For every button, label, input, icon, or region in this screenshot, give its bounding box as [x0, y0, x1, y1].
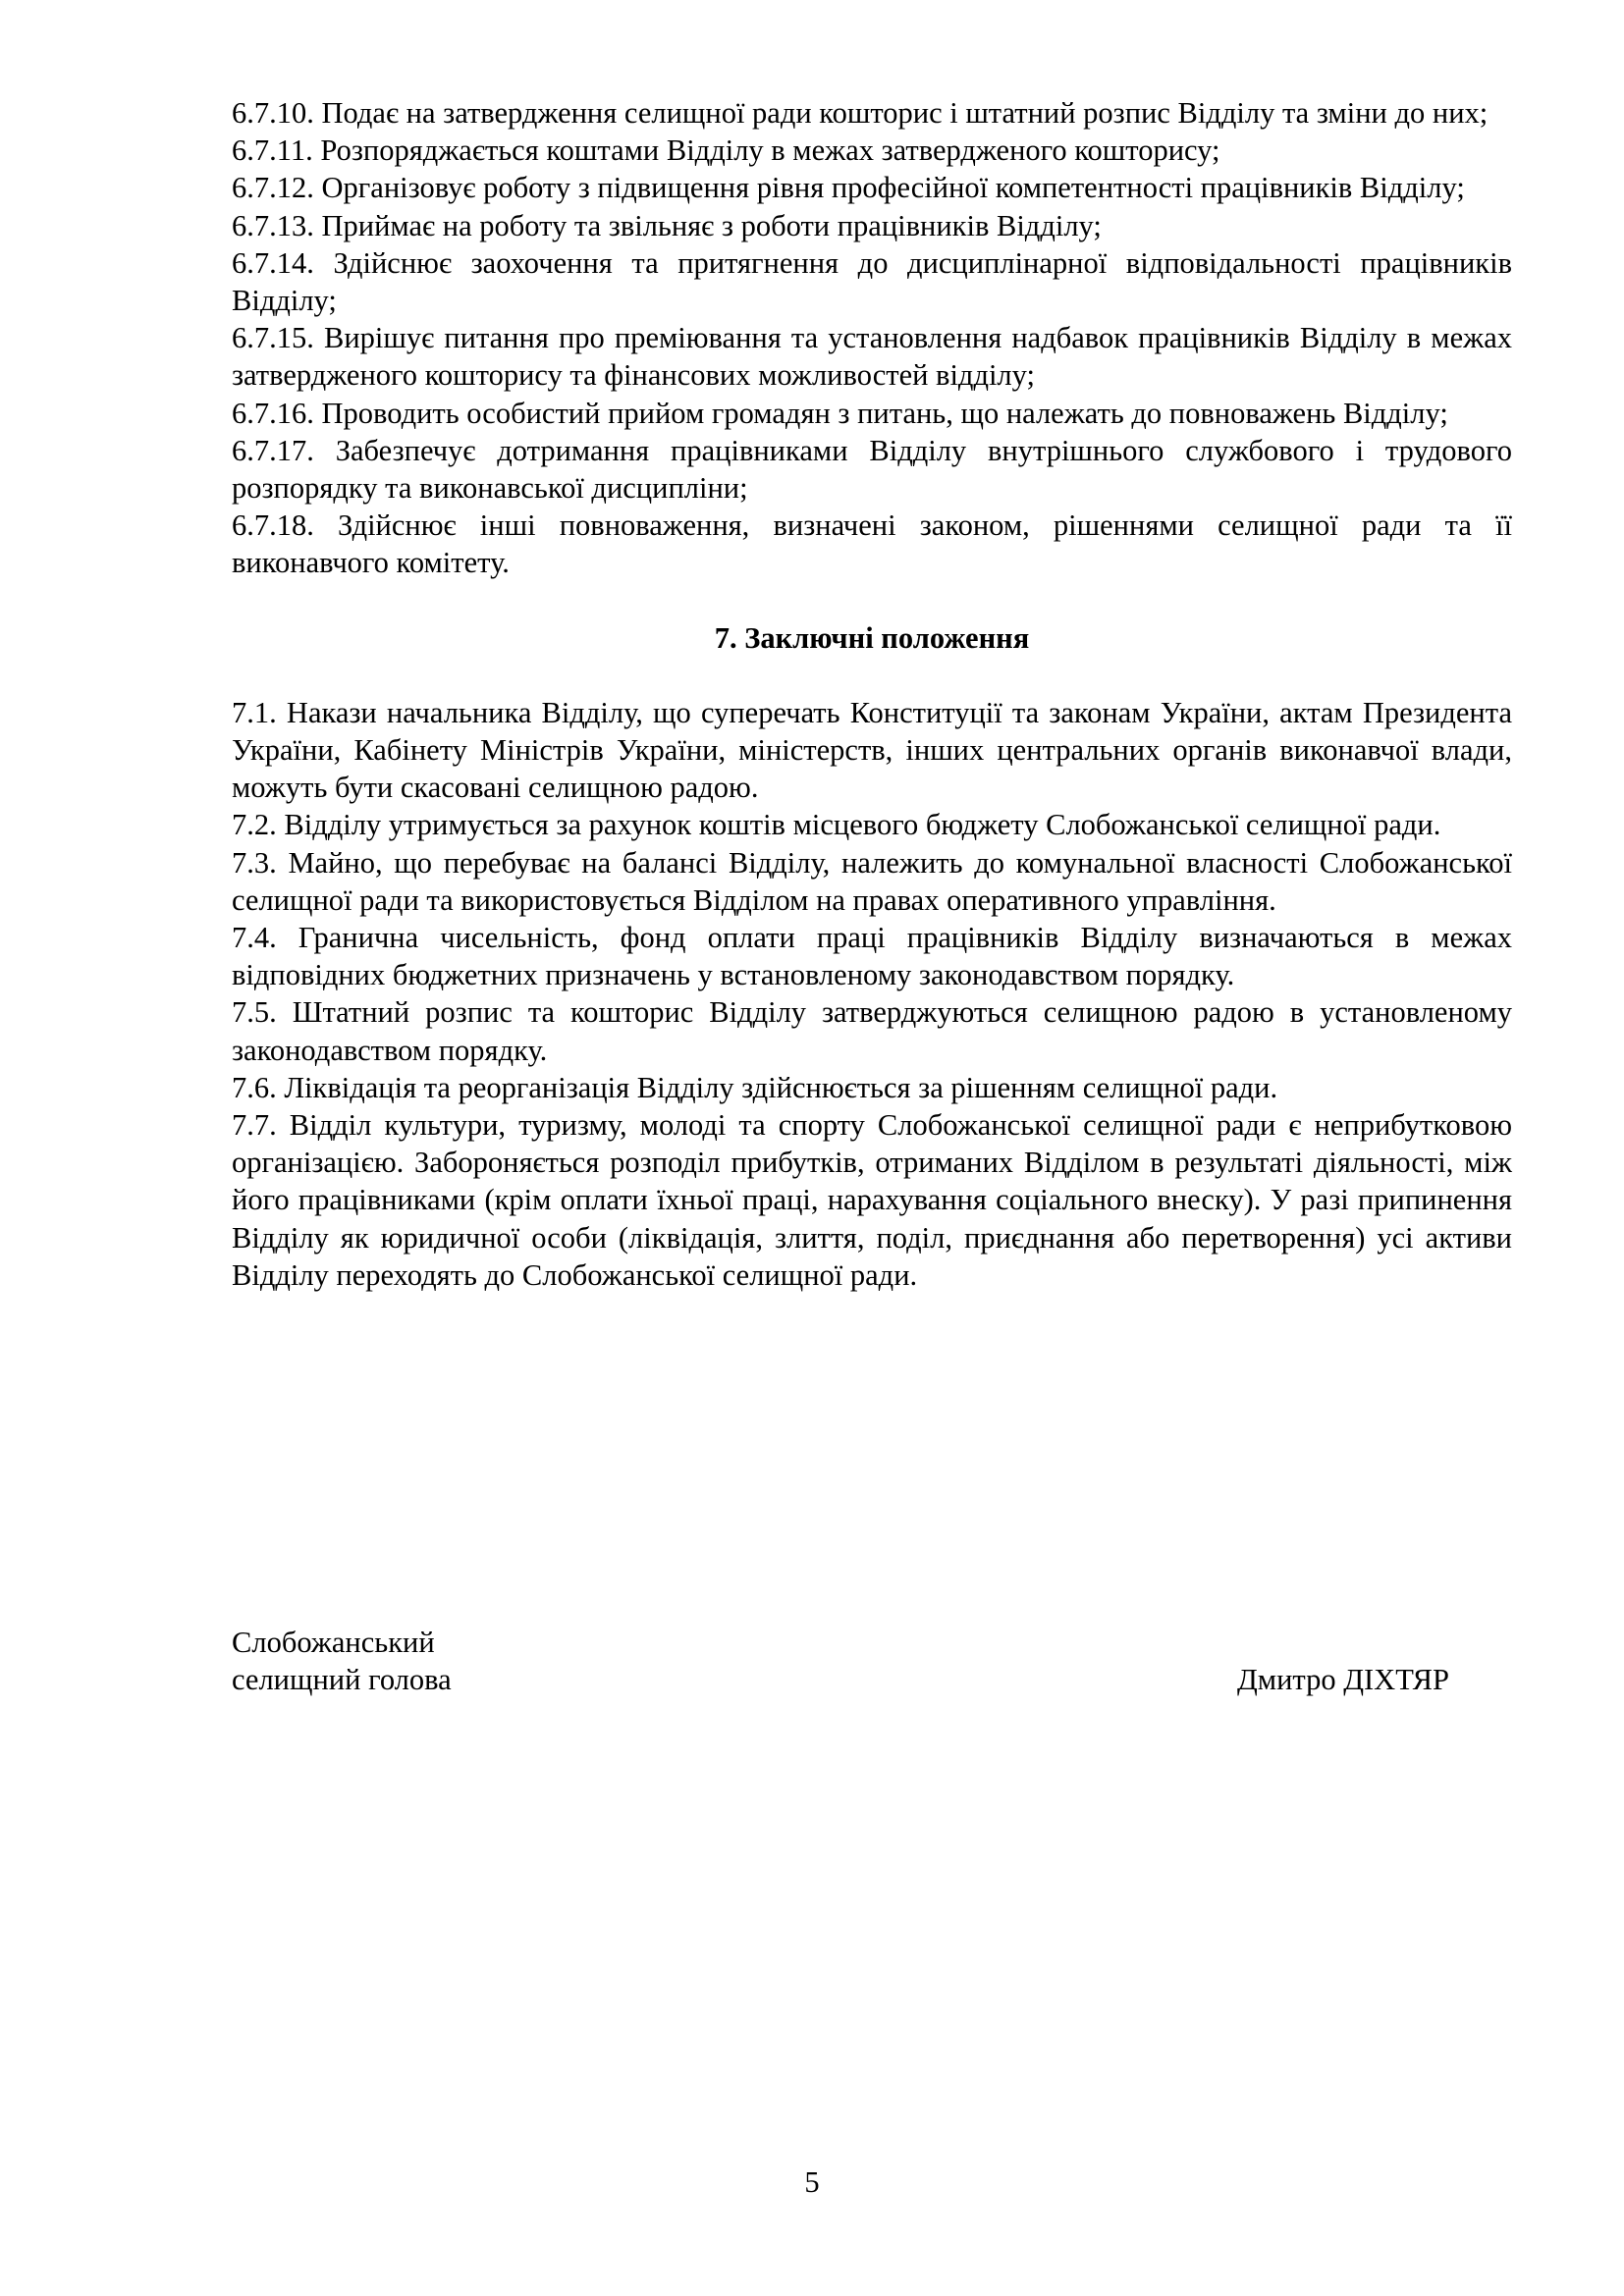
clause-7-7: 7.7. Відділ культури, туризму, молоді та спорту Слобожанської селищної ради є неприбутковою організацією. Забороняється розподіл прибутків, отриманих Відділом в результаті діяльності, між його працівниками (крім оплати їхньої праці, нарахування соціального внеску). У разі припинення Відділу як юридичної особи (ліквідація, злиття, поділ, приєднання або перетворення) усі активи Відділу переходять до Слобожанської селищної ради. [232, 1108, 1512, 1292]
clause-6-7-14: 6.7.14. Здійснює заохочення та притягнення до дисциплінарної відповідальності працівників Відділу; [232, 245, 1512, 318]
signature-block [232, 1624, 1449, 1698]
clause-7-3: 7.3. Майно, що перебуває на балансі Відділу, належить до комунальної власності Слобожанської селищної ради та використовується Відділом на правах оперативного управління. [232, 845, 1512, 917]
signatory-name: Дмитро ДІХТЯР [1236, 1663, 1449, 1697]
document-body [232, 94, 1512, 1294]
section-7-heading: 7. Заключні положення [714, 620, 1030, 655]
section-7-list [232, 694, 1512, 1294]
signatory-title-line2: селищний голова [232, 1663, 452, 1697]
section-6-list [232, 94, 1512, 582]
clause-6-7-18: 6.7.18. Здійснює інші повноваження, визначені законом, рішеннями селищної ради та її виконавчого комітету. [232, 508, 1512, 580]
clause-6-7-15: 6.7.15. Вирішує питання про преміювання та установлення надбавок працівників Відділу в межах затвердженого кошторису та фінансових можливостей відділу; [232, 321, 1512, 393]
clause-7-5: 7.5. Штатний розпис та кошторис Відділу затверджуються селищною радою в установленому законодавством порядку. [232, 995, 1512, 1067]
signatory-title-line1: Слобожанський [232, 1626, 435, 1659]
clause-6-7-16: 6.7.16. Проводить особистий прийом громадян з питань, що належать до повноважень Відділу; [232, 396, 1448, 430]
clause-6-7-11: 6.7.11. Розпоряджається коштами Відділу в межах затвердженого кошторису; [232, 133, 1220, 168]
page-number: 5 [804, 2165, 820, 2199]
clause-7-1: 7.1. Накази начальника Відділу, що суперечать Конституції та законам України, актам Президента України, Кабінету Міністрів України, міністерств, інших центральних органів виконавчої влади, можуть бути скасовані селищною радою. [232, 695, 1512, 805]
clause-6-7-17: 6.7.17. Забезпечує дотримання працівниками Відділу внутрішнього службового і трудового розпорядку та виконавської дисципліни; [232, 433, 1512, 506]
clause-7-6: 7.6. Ліквідація та реорганізація Відділу здійснюється за рішенням селищної ради. [232, 1070, 1278, 1104]
clause-7-2: 7.2. Відділу утримується за рахунок коштів місцевого бюджету Слобожанської селищної ради. [232, 808, 1441, 842]
clause-7-4: 7.4. Гранична чисельність, фонд оплати праці працівників Відділу визначаються в межах відповідних бюджетних призначень у встановленому законодавством порядку. [232, 921, 1512, 992]
clause-6-7-10: 6.7.10. Подає на затвердження селищної ради кошторис і штатний розпис Відділу та зміни до них; [232, 96, 1489, 130]
clause-6-7-13: 6.7.13. Приймає на роботу та звільняє з роботи працівників Відділу; [232, 208, 1102, 242]
clause-6-7-12: 6.7.12. Організовує роботу з підвищення рівня професійної компетентності працівників Відділу; [232, 171, 1465, 205]
